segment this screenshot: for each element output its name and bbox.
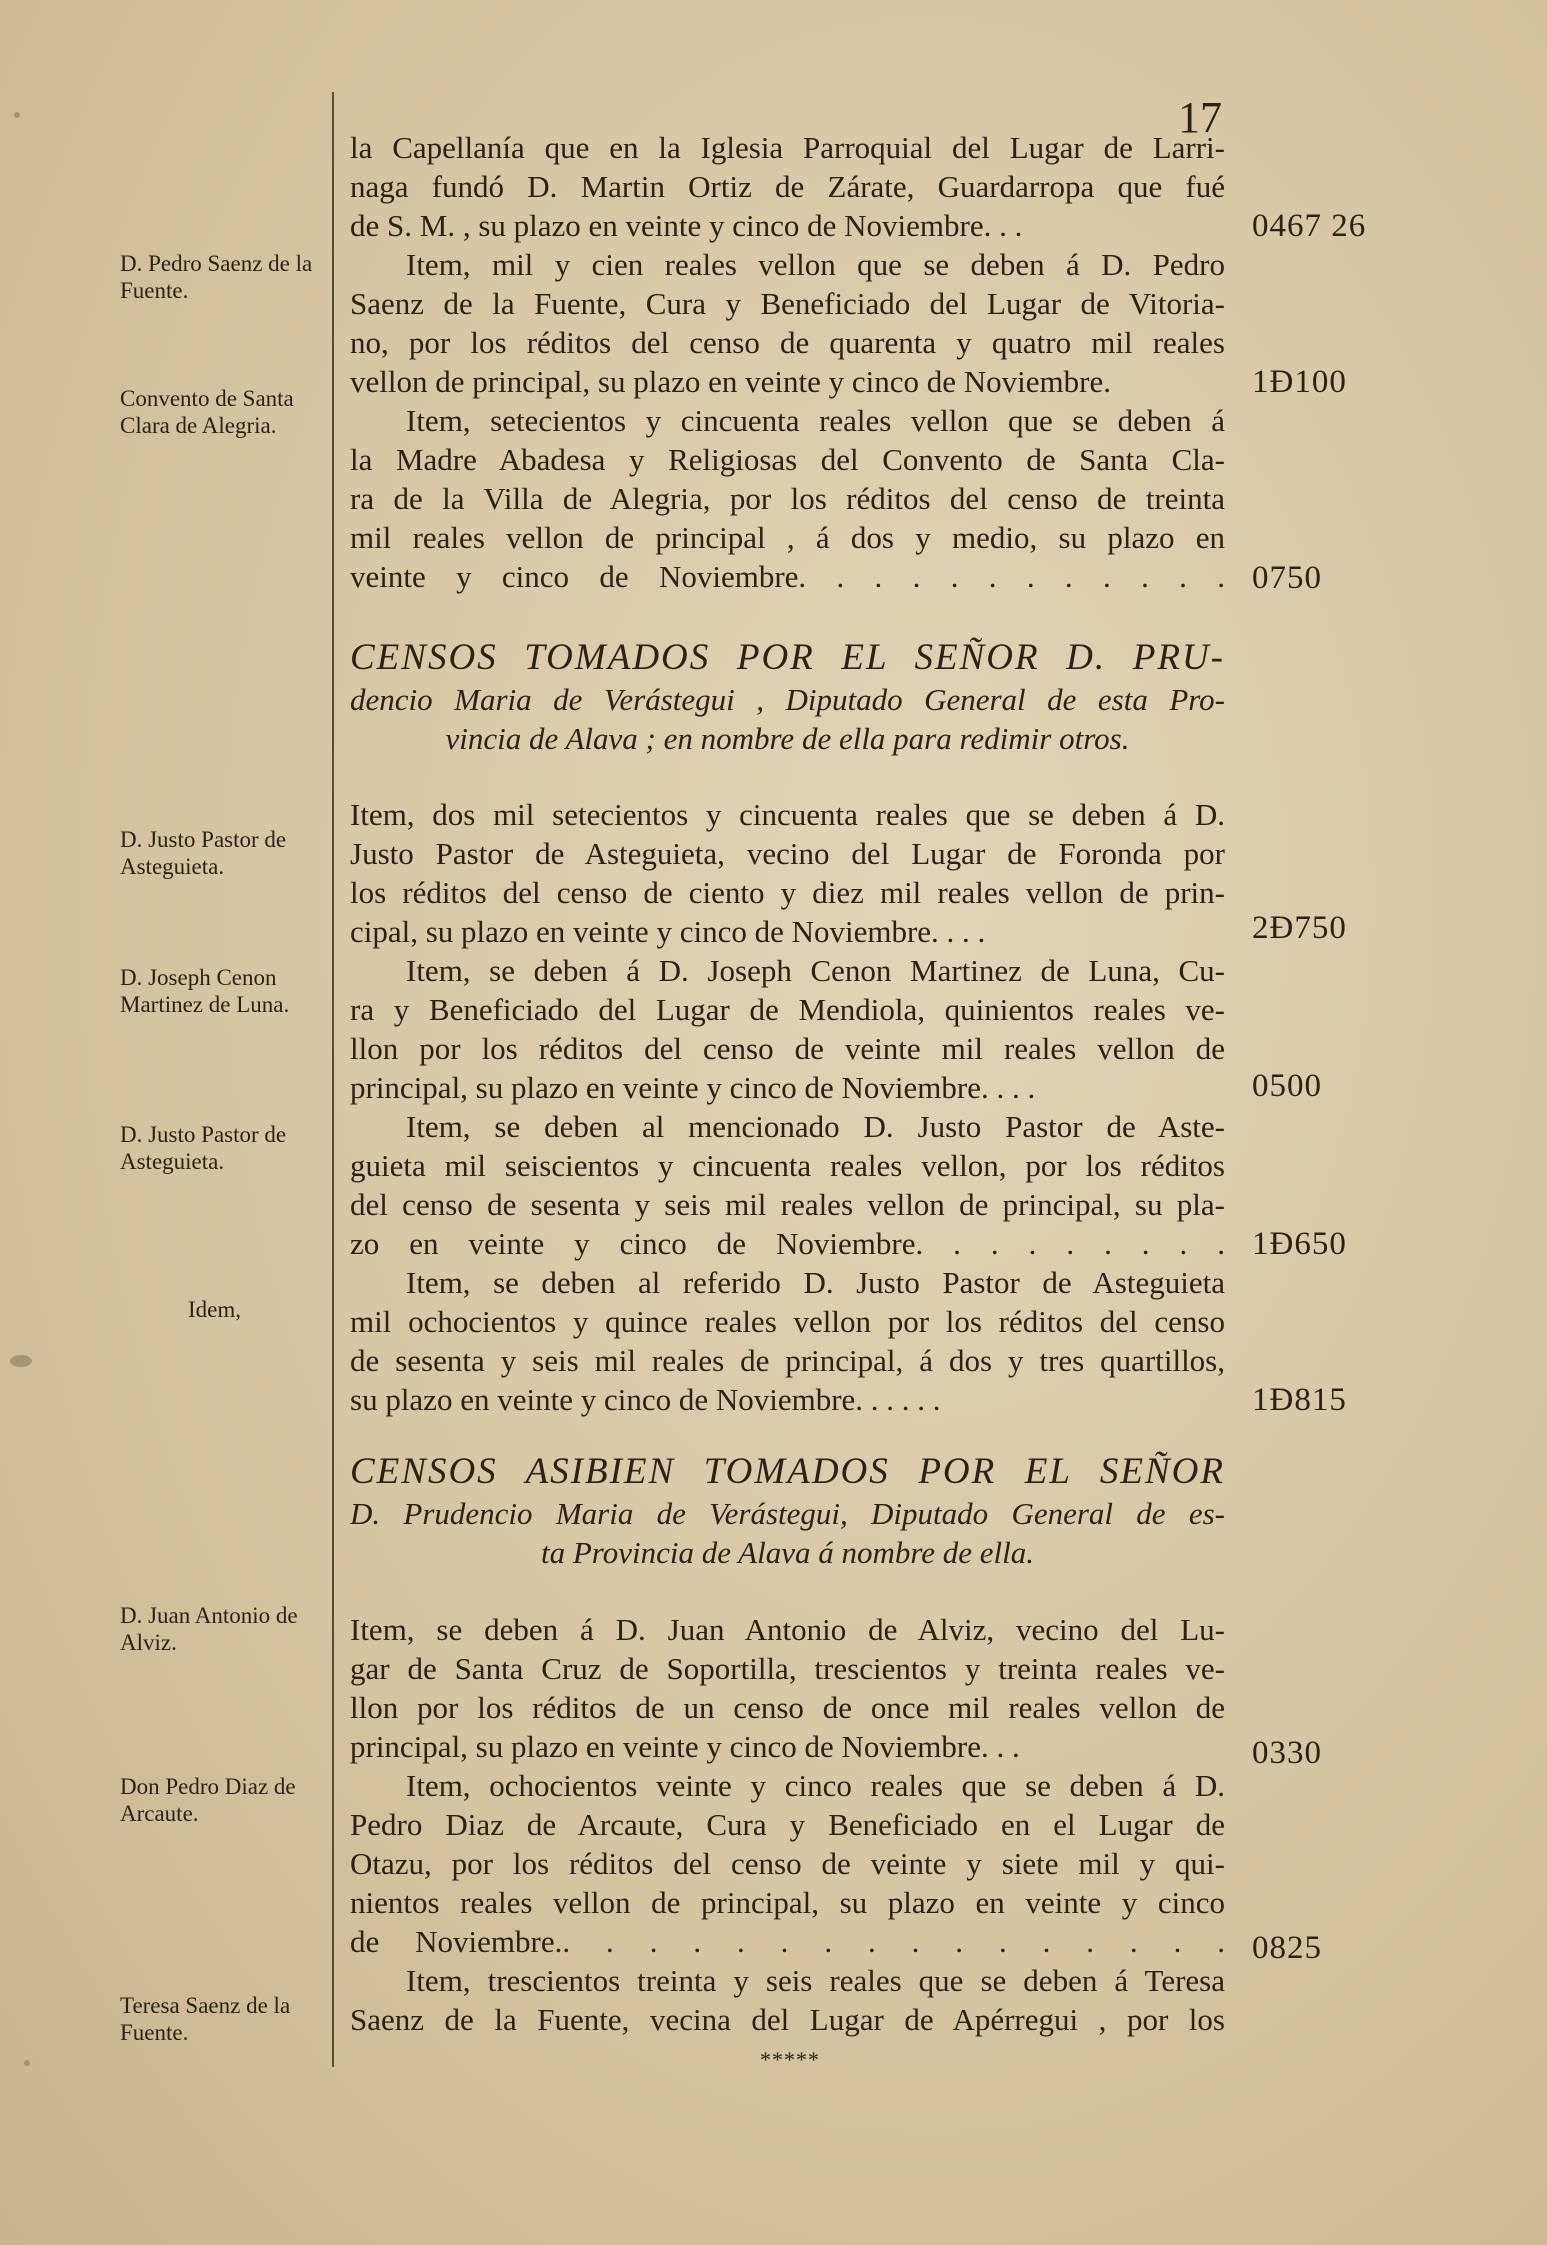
text-block-3 <box>350 1610 1225 2039</box>
amount: 1Ð815 <box>1252 1382 1347 1418</box>
text-line: Item, se deben á D. Joseph Cenon Martinez de Luna, Cu- <box>406 953 1225 988</box>
heading-line: CENSOS ASIBIEN TOMADOS POR EL SEÑOR <box>350 1451 1225 1492</box>
text-line: vellon de principal, su plazo en veinte y cinco de Noviembre. <box>350 364 1111 399</box>
text-line: llon por los réditos de un censo de once mil reales vellon de <box>350 1690 1225 1725</box>
text-line: naga fundó D. Martin Ortiz de Zárate, Guardarropa que fué <box>350 169 1225 204</box>
text-line: de S. M. , su plazo en veinte y cinco de Noviembre. . . <box>350 208 1023 243</box>
paper-speck <box>14 112 20 118</box>
text-line: no, por los réditos del censo de quarenta y quatro mil reales <box>350 325 1225 360</box>
text-line: gar de Santa Cruz de Soportilla, trescientos y treinta reales ve- <box>350 1651 1225 1686</box>
text-line: de Noviembre.. . . . . . . . . . . . . . . . <box>350 1924 1225 1959</box>
text-line: la Madre Abadesa y Religiosas del Convento de Santa Cla- <box>350 442 1225 477</box>
text-line: cipal, su plazo en veinte y cinco de Noviembre. . . . <box>350 914 986 949</box>
text-line: Item, setecientos y cincuenta reales vellon que se deben á <box>406 403 1225 438</box>
amount: 1Ð650 <box>1252 1226 1347 1262</box>
text-line: zo en veinte y cinco de Noviembre. . . . . . . . . <box>350 1226 1225 1261</box>
text-line: guieta mil seiscientos y cincuenta reales vellon, por los réditos <box>350 1148 1225 1183</box>
text-line: los réditos del censo de ciento y diez mil reales vellon de prin- <box>350 875 1225 910</box>
amount: 0500 <box>1252 1068 1322 1104</box>
text-line: principal, su plazo en veinte y cinco de Noviembre. . . . <box>350 1070 1036 1105</box>
text-line: de sesenta y seis mil reales de principal, á dos y tres quartillos, <box>350 1343 1225 1378</box>
heading-line: CENSOS TOMADOS POR EL SEÑOR D. PRU- <box>350 637 1225 678</box>
text-line: nientos reales vellon de principal, su plazo en veinte y cinco <box>350 1885 1225 1920</box>
paper-speck <box>10 1355 32 1367</box>
text-line: Item, mil y cien reales vellon que se deben á D. Pedro <box>406 247 1225 282</box>
heading-line: dencio Maria de Verástegui , Diputado General de esta Pro- <box>350 682 1225 717</box>
text-line: Item, se deben al referido D. Justo Pastor de Asteguieta <box>406 1265 1225 1300</box>
margin-note: Idem, <box>188 1297 242 1322</box>
page-number: 17 <box>1178 93 1222 142</box>
section-heading-2 <box>350 1450 1225 1572</box>
text-line: Item, ochocientos veinte y cinco reales que se deben á D. <box>406 1768 1225 1803</box>
text-block-2 <box>350 795 1225 1419</box>
text-line: la Capellanía que en la Iglesia Parroquial del Lugar de Larri- <box>350 130 1225 165</box>
amount: 0825 <box>1252 1930 1322 1966</box>
text-line: Item, se deben á D. Juan Antonio de Alviz, vecino del Lu- <box>350 1612 1225 1647</box>
heading-line: ta Provincia de Alava á nombre de ella. <box>540 1535 1035 1570</box>
heading-line: vincia de Alava ; en nombre de ella para redimir otros. <box>445 721 1130 756</box>
margin-note: D. Juan Antonio de Alviz. <box>120 1603 298 1655</box>
margin-note: Don Pedro Diaz de Arcaute. <box>120 1774 296 1826</box>
text-line: Otazu, por los réditos del censo de veinte y siete mil y qui- <box>350 1846 1225 1881</box>
text-line: principal, su plazo en veinte y cinco de Noviembre. . . <box>350 1729 1020 1764</box>
margin-note: D. Justo Pastor de Asteguieta. <box>120 1122 287 1174</box>
text-line: Pedro Diaz de Arcaute, Cura y Beneficiado en el Lugar de <box>350 1807 1225 1842</box>
heading-line: D. Prudencio Maria de Verástegui, Diputado General de es- <box>350 1496 1225 1531</box>
text-line: llon por los réditos del censo de veinte mil reales vellon de <box>350 1031 1225 1066</box>
amount: 0467 26 <box>1252 208 1367 244</box>
margin-note: Convento de Santa Clara de Alegria. <box>120 386 294 438</box>
margin-rule <box>332 92 334 2067</box>
paper-speck <box>24 2060 30 2066</box>
amount: 2Ð750 <box>1252 910 1347 946</box>
text-line: del censo de sesenta y seis mil reales vellon de principal, su pla- <box>350 1187 1225 1222</box>
margin-note: D. Joseph Cenon Martinez de Luna. <box>120 965 290 1017</box>
text-line: Item, trescientos treinta y seis reales que se deben á Teresa <box>406 1963 1225 1998</box>
text-line: Item, se deben al mencionado D. Justo Pastor de Aste- <box>406 1109 1225 1144</box>
text-line: su plazo en veinte y cinco de Noviembre. . . . . . <box>350 1382 941 1417</box>
text-line: ra y Beneficiado del Lugar de Mendiola, quinientos reales ve- <box>350 992 1225 1027</box>
text-block-continuation <box>350 128 1225 596</box>
text-line: veinte y cinco de Noviembre. . . . . . . . . . . . <box>350 559 1225 594</box>
margin-note: D. Pedro Saenz de la Fuente. <box>120 251 313 303</box>
margin-note: D. Justo Pastor de Asteguieta. <box>120 827 287 879</box>
text-line: Saenz de la Fuente, Cura y Beneficiado del Lugar de Vitoria- <box>350 286 1225 321</box>
text-line: Item, dos mil setecientos y cincuenta reales que se deben á D. <box>350 797 1225 832</box>
text-line: Justo Pastor de Asteguieta, vecino del Lugar de Foronda por <box>350 836 1225 871</box>
footer-ornament: ***** <box>760 2047 820 2072</box>
text-line: mil reales vellon de principal , á dos y medio, su plazo en <box>350 520 1225 555</box>
text-line: ra de la Villa de Alegria, por los réditos del censo de treinta <box>350 481 1225 516</box>
text-line: Saenz de la Fuente, vecina del Lugar de Apérregui , por los <box>350 2002 1225 2037</box>
amount: 1Ð100 <box>1252 364 1347 400</box>
amount: 0750 <box>1252 560 1322 596</box>
amount: 0330 <box>1252 1735 1322 1771</box>
section-heading-1 <box>350 636 1225 758</box>
text-line: mil ochocientos y quince reales vellon por los réditos del censo <box>350 1304 1225 1339</box>
margin-note: Teresa Saenz de la Fuente. <box>120 1993 291 2045</box>
